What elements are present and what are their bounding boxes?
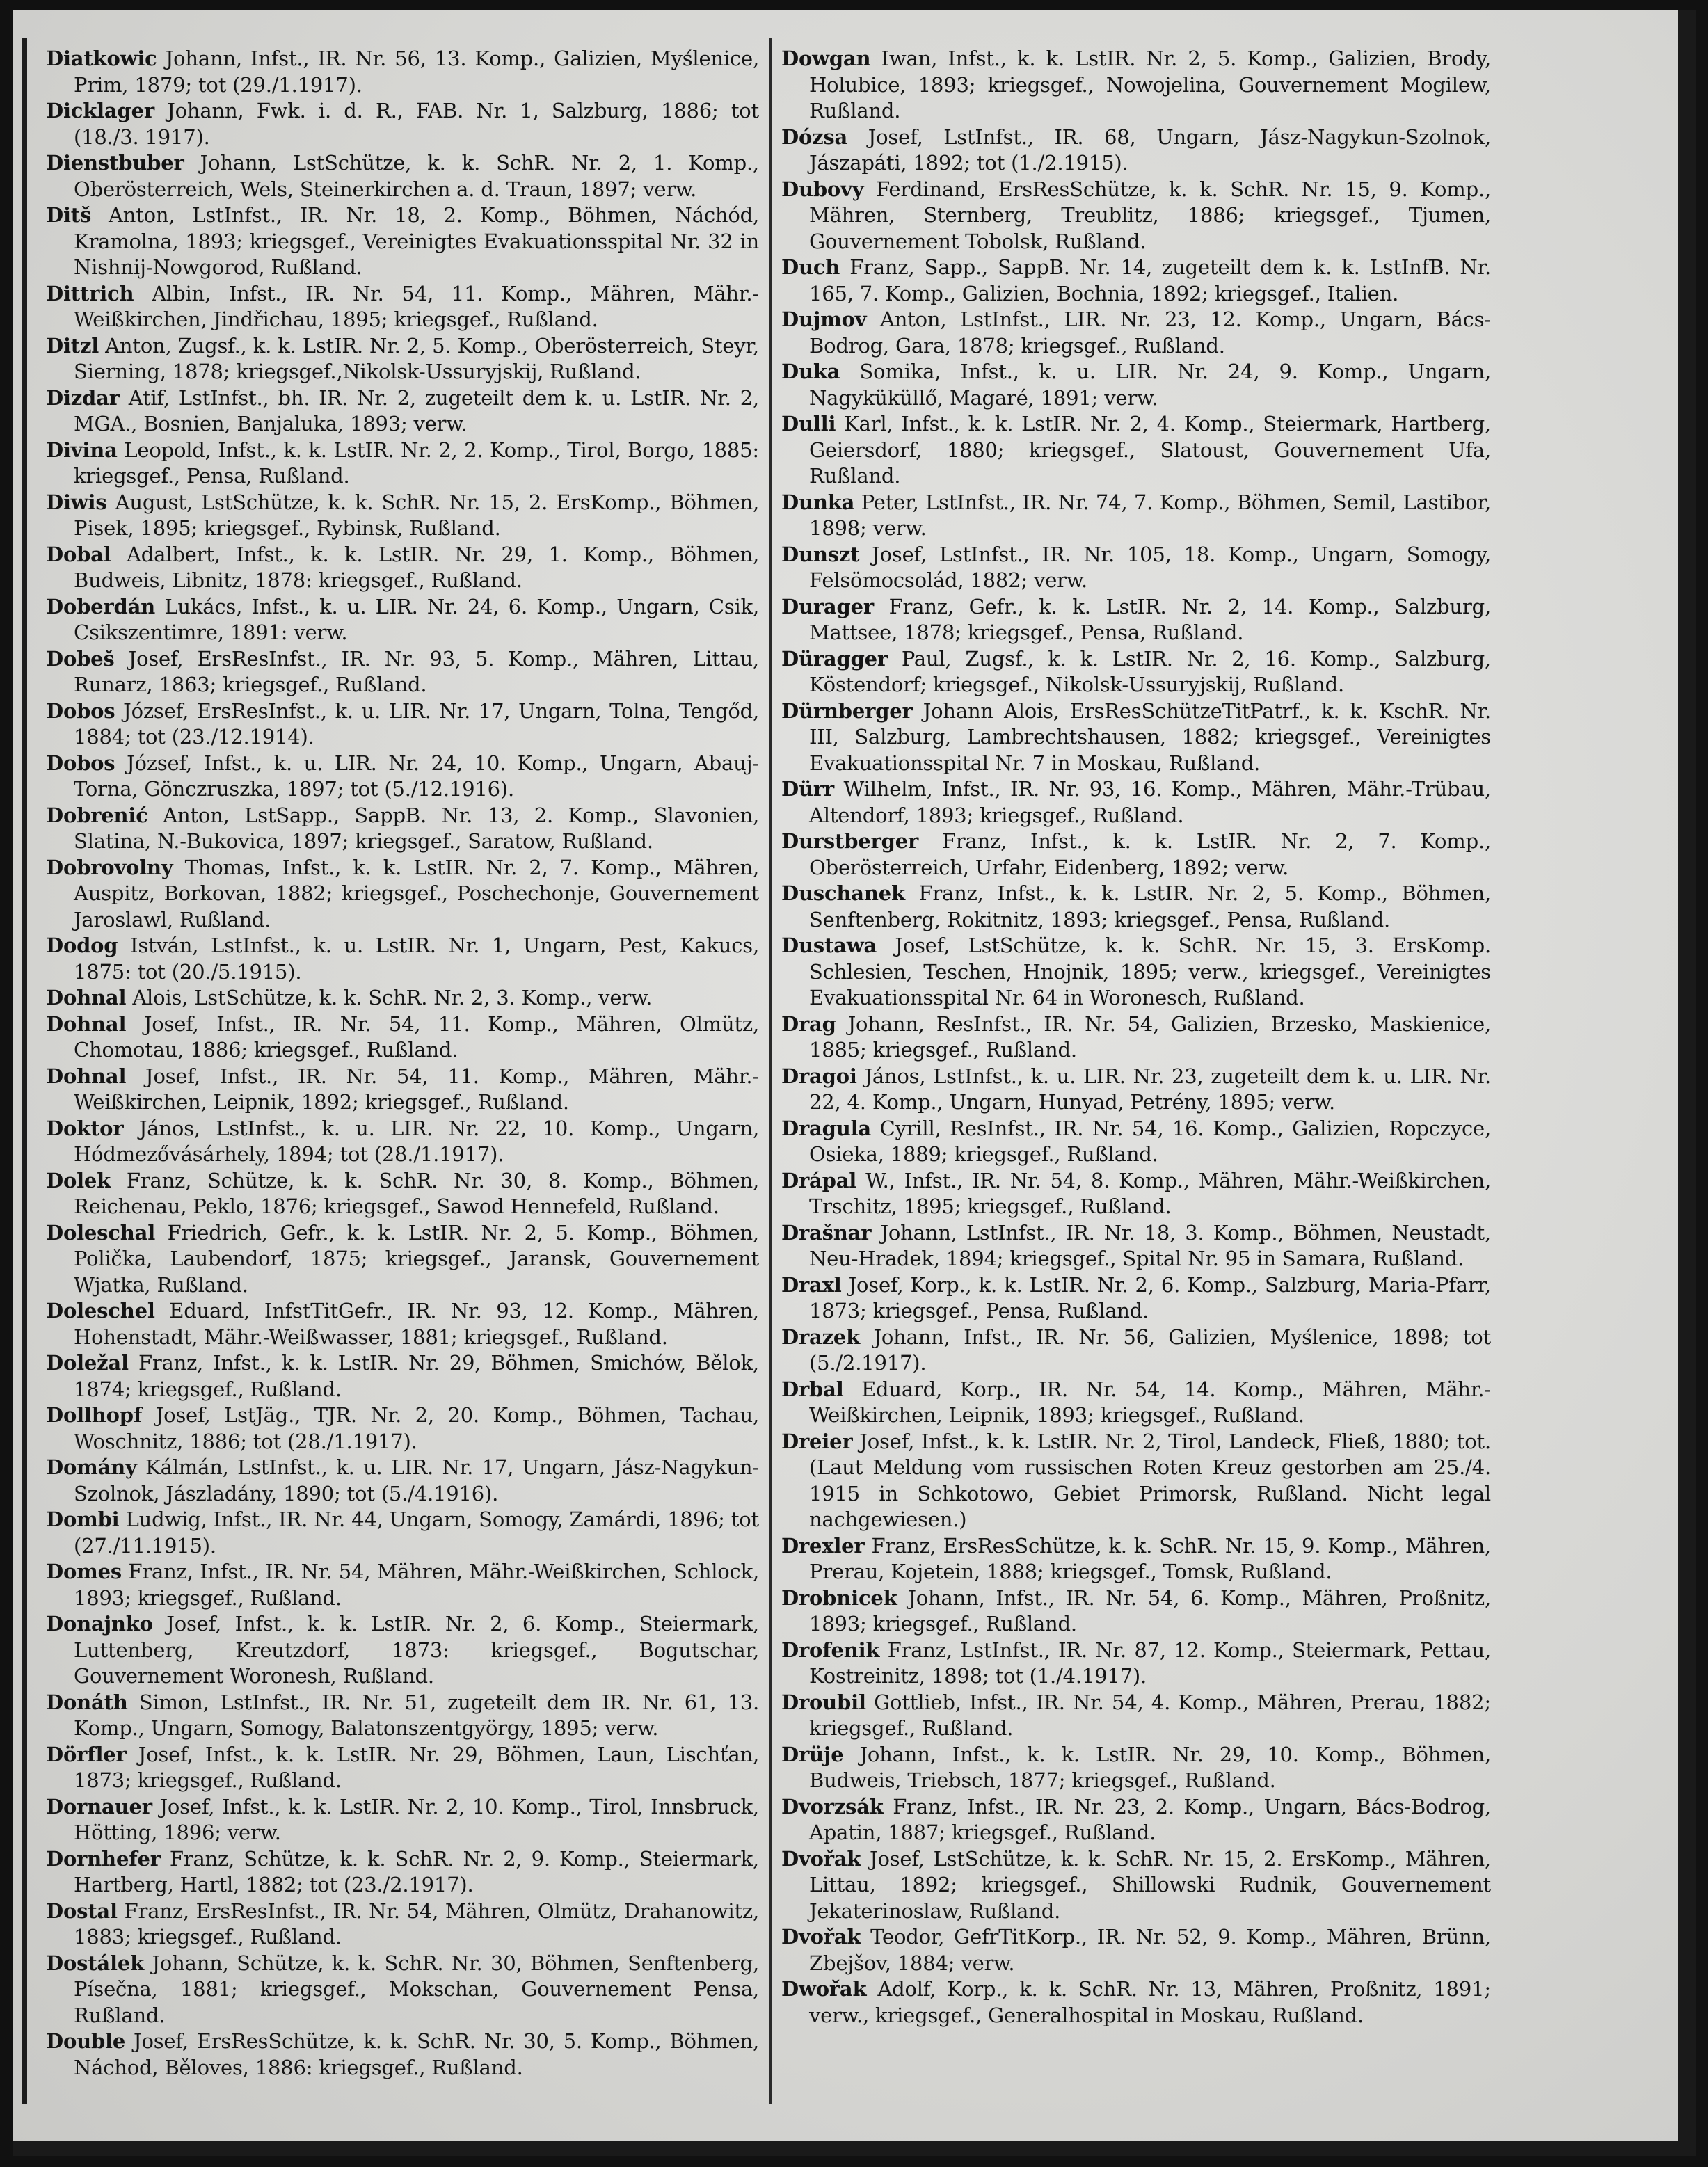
entry-surname: Dragula [781, 1116, 871, 1140]
entry-details: Johann, LstSchütze, k. k. SchR. Nr. 2, 1. Komp., Oberösterreich, Wels, Steinerkirchen a. d. Traun, 1897; verw. [74, 151, 759, 201]
entry-details: Franz, Schütze, k. k. SchR. Nr. 2, 9. Komp., Steiermark, Hartberg, Hartl, 1882; tot (23./2.1917). [74, 1846, 759, 1896]
list-entry [46, 1951, 759, 2029]
entry-details: Johann, Infst., k. k. LstIR. Nr. 29, 10. Komp., Böhmen, Budweis, Triebsch, 1877; kriegsgef., Rußland. [809, 1742, 1492, 1792]
column-divider [769, 38, 772, 2104]
entry-surname: Ditš [46, 203, 92, 227]
entry-surname: Drobnicek [781, 1585, 897, 1610]
entry-details: Anton, LstInfst., LIR. Nr. 23, 12. Komp., Ungarn, Bács-Bodrog, Gara, 1878; kriegsgef., Rußland. [809, 307, 1491, 358]
entry-surname: Dvorzsák [781, 1794, 884, 1818]
scanned-page [13, 10, 1696, 2156]
list-entry [781, 1429, 1491, 1533]
list-entry [46, 150, 759, 202]
entry-surname: Ditzl [46, 333, 99, 358]
entry-surname: Dürr [781, 777, 834, 801]
entry-details: Johann, Infst., IR. Nr. 56, Galizien, Myślenice, 1898; tot (5./2.1917). [809, 1325, 1492, 1375]
list-entry [781, 1064, 1491, 1116]
entry-surname: Domány [46, 1455, 137, 1479]
left-border-rule [22, 38, 27, 2104]
list-entry [46, 98, 759, 150]
entry-details: Franz, LstInfst., IR. Nr. 87, 12. Komp., Steiermark, Pettau, Kostreinitz, 1898; tot (1./4.1917). [809, 1638, 1491, 1688]
entry-surname: Dobrenić [46, 803, 148, 827]
entry-details: Johann, Fwk. i. d. R., FAB. Nr. 1, Salzburg, 1886; tot (18./3. 1917). [74, 99, 759, 149]
list-entry [46, 1611, 759, 1690]
list-entry [46, 542, 759, 594]
entry-surname: Dózsa [781, 125, 848, 149]
entry-surname: Drašnar [781, 1220, 872, 1245]
entry-details: Franz, ErsResInfst., IR. Nr. 54, Mähren, Olmütz, Drahanowitz, 1883; kriegsgef., Rußland. [74, 1898, 759, 1949]
list-entry [46, 803, 759, 855]
list-entry [781, 46, 1491, 125]
entry-surname: Dittrich [46, 281, 134, 305]
entry-details: István, LstInfst., k. u. LstIR. Nr. 1, Ungarn, Pest, Kakucs, 1875: tot (20./5.1915). [74, 934, 759, 984]
entry-details: Franz, Infst., IR. Nr. 54, Mähren, Mähr.-Weißkirchen, Schlock, 1893; kriegsgef., Rußland. [74, 1560, 759, 1610]
entry-surname: Dulli [781, 412, 836, 435]
entry-details: Somika, Infst., k. u. LIR. Nr. 24, 9. Komp., Ungarn, Nagyküküllő, Magaré, 1891; verw. [809, 360, 1491, 410]
entry-surname: Dobrovolny [46, 855, 173, 879]
list-entry [46, 1846, 759, 1898]
entry-details: Thomas, Infst., k. k. LstIR. Nr. 2, 7. Komp., Mähren, Auspitz, Borkovan, 1882; kriegsgef., Poschechonje, Gouvernement Jaroslawl, Rußland. [74, 855, 759, 931]
list-entry [781, 1116, 1491, 1168]
entry-details: Iwan, Infst., k. k. LstIR. Nr. 2, 5. Komp., Galizien, Brody, Holubice, 1893; kriegsgef., Nowojelina, Gouvernement Mogilew, Rußland. [809, 47, 1491, 122]
entry-surname: Dobos [46, 751, 115, 775]
entry-details: Franz, Infst., k. k. LstIR. Nr. 2, 7. Komp., Oberösterreich, Urfahr, Eidenberg, 1892; verw. [809, 829, 1491, 879]
entry-details: Josef, Infst., IR. Nr. 54, 11. Komp., Mähren, Olmütz, Chomotau, 1886; kriegsgef., Rußland. [74, 1011, 759, 1062]
list-entry [46, 933, 759, 985]
list-entry [46, 333, 759, 385]
entry-details: József, Infst., k. u. LIR. Nr. 24, 10. Komp., Ungarn, Abauj-Torna, Gönczruszka, 1897; tot (5./12.1916). [74, 751, 759, 801]
entry-details: Adalbert, Infst., k. k. LstIR. Nr. 29, 1. Komp., Böhmen, Budweis, Libnitz, 1878: kriegsgef., Rußland. [74, 542, 759, 592]
entry-surname: Domes [46, 1560, 122, 1583]
list-entry [781, 1168, 1491, 1220]
entry-surname: Dustawa [781, 934, 877, 957]
entry-details: Friedrich, Gefr., k. k. LstIR. Nr. 2, 5. Komp., Böhmen, Polička, Laubendorf, 1875; kriegsgef., Jaransk, Gouvernement Wjatka, Rußland. [74, 1220, 759, 1297]
entry-surname: Dubovy [781, 177, 864, 201]
entry-details: Josef, ErsResInfst., IR. Nr. 93, 5. Komp., Mähren, Littau, Runarz, 1863; kriegsgef., Rußland. [74, 646, 759, 696]
entry-surname: Dizdar [46, 385, 120, 410]
list-entry [781, 829, 1491, 881]
list-entry [781, 1585, 1491, 1638]
list-entry [781, 776, 1491, 829]
entry-details: Wilhelm, Infst., IR. Nr. 93, 16. Komp., Mähren, Mähr.-Trübau, Altendorf, 1893; kriegsgef., Rußland. [809, 777, 1491, 827]
entry-surname: Droubil [781, 1690, 866, 1714]
right-column [781, 46, 1491, 2029]
entry-details: Josef, LstSchütze, k. k. SchR. Nr. 15, 2. ErsKomp., Mähren, Littau, 1892; kriegsgef., Shillowski Rudnik, Gouvernement Jekaterinoslaw, Rußland. [809, 1846, 1491, 1923]
entry-surname: Doleschel [46, 1299, 155, 1322]
list-entry [781, 542, 1491, 594]
entry-details: Franz, Infst., k. k. LstIR. Nr. 29, Böhmen, Smichów, Bělok, 1874; kriegsgef., Rußland. [74, 1351, 759, 1401]
list-entry [46, 1220, 759, 1299]
list-entry [781, 933, 1491, 1011]
entry-surname: Drofenik [781, 1638, 880, 1662]
list-entry [781, 881, 1491, 933]
entry-details: Albin, Infst., IR. Nr. 54, 11. Komp., Mähren, Mähr.-Weißkirchen, Jindřichau, 1895; kriegsgef., Rußland. [74, 281, 759, 331]
entry-surname: Dodog [46, 934, 118, 957]
entry-details: Josef, Infst., k. k. LstIR. Nr. 2, Tirol, Landeck, Fließ, 1880; tot. (Laut Meldung vom russischen Roten Kreuz gestorben am 25./4. 1915 in Schkotowo, Gebiet Primorsk, Rußland. Nicht legal nachgewiesen.) [809, 1429, 1491, 1531]
list-entry [781, 698, 1491, 777]
entry-surname: Drbal [781, 1377, 844, 1401]
entry-surname: Dowgan [781, 47, 871, 70]
entry-details: János, LstInfst., k. u. LIR. Nr. 23, zugeteilt dem k. u. LIR. Nr. 22, 4. Komp., Ungarn, Hunyad, Petrény, 1895; verw. [809, 1064, 1491, 1114]
list-entry [46, 1794, 759, 1846]
entry-details: Johann Alois, ErsResSchützeTitPatrf., k. k. KschR. Nr. III, Salzburg, Lambrechtshausen, 1882; kriegsgef., Vereinigtes Evakuationsspital Nr. 7 in Moskau, Rußland. [809, 698, 1491, 775]
list-entry [781, 411, 1491, 490]
list-entry [781, 1325, 1491, 1377]
list-entry [781, 594, 1491, 646]
entry-details: Josef, Infst., k. k. LstIR. Nr. 2, 10. Komp., Tirol, Innsbruck, Hötting, 1896; verw. [74, 1794, 759, 1844]
entry-surname: Durstberger [781, 829, 919, 853]
entry-surname: Diatkowic [46, 47, 157, 70]
list-entry [781, 1846, 1491, 1925]
entry-surname: Diwis [46, 490, 107, 514]
entry-surname: Drápal [781, 1168, 857, 1192]
entry-details: Lukács, Infst., k. u. LIR. Nr. 24, 6. Komp., Ungarn, Csik, Csikszentimre, 1891: verw. [74, 594, 759, 644]
entry-details: Cyrill, ResInfst., IR. Nr. 54, 16. Komp., Galizien, Ropczyce, Osieka, 1889; kriegsgef., Rußland. [809, 1116, 1491, 1166]
entry-details: Anton, Zugsf., k. k. LstIR. Nr. 2, 5. Komp., Oberösterreich, Steyr, Sierning, 1878; kriegsgef.,Nikolsk-Ussuryjskij, Rußland. [74, 333, 759, 383]
entry-surname: Durager [781, 594, 874, 618]
entry-details: Kálmán, LstInfst., k. u. LIR. Nr. 17, Ungarn, Jász-Nagykun-Szolnok, Jászladány, 1890; tot (5./4.1916). [74, 1455, 759, 1505]
entry-details: Gottlieb, Infst., IR. Nr. 54, 4. Komp., Mähren, Prerau, 1882; kriegsgef., Rußland. [809, 1690, 1491, 1740]
list-entry [46, 1559, 759, 1611]
list-entry [46, 646, 759, 698]
entry-surname: Dornhefer [46, 1846, 161, 1871]
entry-details: Eduard, Korp., IR. Nr. 54, 14. Komp., Mähren, Mähr.-Weißkirchen, Leipnik, 1893; kriegsgef., Rußland. [809, 1377, 1491, 1427]
entry-details: Franz, Gefr., k. k. LstIR. Nr. 2, 14. Komp., Salzburg, Mattsee, 1878; kriegsgef., Pensa, Rußland. [809, 594, 1491, 644]
entry-details: Ferdinand, ErsResSchütze, k. k. SchR. Nr. 15, 9. Komp., Mähren, Sternberg, Treublitz, 1886; kriegsgef., Tjumen, Gouvernement Tobolsk, Rußland. [809, 177, 1491, 253]
entry-surname: Double [46, 2029, 126, 2053]
list-entry [46, 985, 759, 1011]
entry-details: W., Infst., IR. Nr. 54, 8. Komp., Mähren, Mähr.-Weißkirchen, Trschitz, 1895; kriegsgef., Rußland. [809, 1168, 1491, 1218]
list-entry [46, 1298, 759, 1350]
list-entry [46, 1455, 759, 1507]
entry-details: Josef, LstInfst., IR. 68, Ungarn, Jász-Nagykun-Szolnok, Jászapáti, 1892; tot (1./2.1915). [809, 125, 1491, 175]
entry-surname: Duch [781, 255, 840, 279]
list-entry [46, 1507, 759, 1559]
list-entry [46, 1116, 759, 1168]
list-entry [781, 1924, 1491, 1976]
entry-details: Franz, ErsResSchütze, k. k. SchR. Nr. 15, 9. Komp., Mähren, Prerau, Kojetein, 1888; kriegsgef., Tomsk, Rußland. [809, 1533, 1491, 1583]
entry-details: Johann, LstInfst., IR. Nr. 18, 3. Komp., Böhmen, Neustadt, Neu-Hradek, 1894; kriegsgef., Spital Nr. 95 in Samara, Rußland. [809, 1220, 1491, 1270]
entry-details: Josef, LstJäg., TJR. Nr. 2, 20. Komp., Böhmen, Tachau, Woschnitz, 1886; tot (28./1.1917). [74, 1403, 759, 1453]
entry-surname: Doležal [46, 1351, 129, 1375]
entry-surname: Dragoi [781, 1064, 857, 1088]
entry-surname: Dienstbuber [46, 151, 184, 175]
list-entry [46, 1011, 759, 1064]
list-entry [46, 698, 759, 751]
entry-surname: Drag [781, 1011, 836, 1036]
list-entry [781, 1794, 1491, 1846]
list-entry [46, 438, 759, 490]
entry-details: Franz, Schütze, k. k. SchR. Nr. 30, 8. Komp., Böhmen, Reichenau, Peklo, 1876; kriegsgef., Sawod Hennefeld, Rußland. [74, 1168, 759, 1218]
list-entry [46, 1898, 759, 1951]
entry-surname: Drexler [781, 1533, 865, 1558]
entry-surname: Donáth [46, 1690, 128, 1714]
entry-surname: Dvořak [781, 1925, 861, 1949]
list-entry [46, 751, 759, 803]
entry-surname: Draxl [781, 1272, 842, 1297]
entry-details: Franz, Infst., k. k. LstIR. Nr. 2, 5. Komp., Böhmen, Senftenberg, Rokitnitz, 1893; kriegsgef., Pensa, Rußland. [809, 881, 1491, 931]
entry-details: August, LstSchütze, k. k. SchR. Nr. 15, 2. ErsKomp., Böhmen, Pisek, 1895; kriegsgef., Rybinsk, Rußland. [74, 490, 759, 540]
entry-details: Eduard, InfstTitGefr., IR. Nr. 93, 12. Komp., Mähren, Hohenstadt, Mähr.-Weißwasser, 1881; kriegsgef., Rußland. [74, 1299, 759, 1349]
entry-details: Johann, Infst., IR. Nr. 54, 6. Komp., Mähren, Proßnitz, 1893; kriegsgef., Rußland. [809, 1585, 1491, 1636]
entry-details: Johann, Infst., IR. Nr. 56, 13. Komp., Galizien, Myślenice, Prim, 1879; tot (29./1.1917). [74, 47, 759, 97]
entry-surname: Duka [781, 360, 840, 383]
list-entry [46, 202, 759, 281]
list-entry [781, 255, 1491, 307]
entry-surname: Dobeš [46, 646, 115, 671]
entry-details: Franz, Infst., IR. Nr. 23, 2. Komp., Ungarn, Bács-Bodrog, Apatin, 1887; kriegsgef., Rußland. [809, 1794, 1491, 1844]
list-entry [46, 490, 759, 542]
list-entry [781, 1533, 1491, 1585]
entry-surname: Dostal [46, 1898, 118, 1923]
entry-details: Simon, LstInfst., IR. Nr. 51, zugeteilt dem IR. Nr. 61, 13. Komp., Ungarn, Somogy, Balatonszentgyörgy, 1895; verw. [74, 1690, 759, 1740]
right-scan-edge [1678, 10, 1696, 2156]
list-entry [781, 359, 1491, 411]
list-entry [46, 46, 759, 98]
entry-details: Josef, ErsResSchütze, k. k. SchR. Nr. 30, 5. Komp., Böhmen, Náchod, Běloves, 1886: kriegsgef., Rußland. [74, 2029, 759, 2079]
entry-surname: Dostálek [46, 1951, 144, 1975]
list-entry [46, 1402, 759, 1455]
list-entry [781, 1976, 1491, 2029]
list-entry [781, 1742, 1491, 1794]
entry-surname: Drazek [781, 1325, 861, 1349]
list-entry [781, 1011, 1491, 1064]
entry-details: János, LstInfst., k. u. LIR. Nr. 22, 10. Komp., Ungarn, Hódmezővásárhely, 1894; tot (28./1.1917). [74, 1116, 759, 1166]
list-entry [781, 177, 1491, 255]
entry-surname: Dwořak [781, 1977, 867, 2001]
entry-surname: Dujmov [781, 307, 867, 331]
list-entry [781, 1272, 1491, 1325]
entry-details: Paul, Zugsf., k. k. LstIR. Nr. 2, 16. Komp., Salzburg, Köstendorf; kriegsgef., Nikolsk-Ussuryjskij, Rußland. [809, 646, 1491, 696]
entry-details: Josef, Infst., k. k. LstIR. Nr. 2, 6. Komp., Steiermark, Luttenberg, Kreutzdorf, 1873: kriegsgef., Bogutschar, Gouvernement Woronesh, Rußland. [74, 1612, 759, 1688]
entry-surname: Dolek [46, 1168, 111, 1192]
entry-details: Josef, Infst., k. k. LstIR. Nr. 29, Böhmen, Laun, Lischťan, 1873; kriegsgef., Rußland. [74, 1742, 759, 1792]
entry-surname: Dobal [46, 542, 111, 566]
entry-surname: Dobos [46, 698, 115, 723]
entry-details: Johann, ResInfst., IR. Nr. 54, Galizien, Brzesko, Maskienice, 1885; kriegsgef., Rußland. [809, 1011, 1491, 1062]
list-entry [46, 594, 759, 646]
bottom-scan-edge [13, 2141, 1696, 2156]
entry-details: Peter, LstInfst., IR. Nr. 74, 7. Komp., Böhmen, Semil, Lastibor, 1898; verw. [809, 490, 1491, 540]
entry-details: Josef, LstSchütze, k. k. SchR. Nr. 15, 3. ErsKomp. Schlesien, Teschen, Hnojnik, 1895; verw., kriegsgef., Vereinigtes Evakuationsspital Nr. 64 in Woronesch, Rußland. [809, 934, 1491, 1009]
list-entry [781, 1377, 1491, 1429]
list-entry [781, 646, 1491, 698]
list-entry [781, 1220, 1491, 1272]
entry-details: Alois, LstSchütze, k. k. SchR. Nr. 2, 3. Komp., verw. [132, 986, 653, 1009]
entry-details: Ludwig, Infst., IR. Nr. 44, Ungarn, Somogy, Zamárdi, 1896; tot (27./11.1915). [74, 1508, 759, 1558]
list-entry [781, 1690, 1491, 1742]
entry-surname: Dreier [781, 1429, 853, 1453]
entry-surname: Dvořak [781, 1846, 861, 1871]
list-entry [46, 1064, 759, 1116]
entry-surname: Dornauer [46, 1794, 152, 1818]
list-entry [46, 855, 759, 934]
entry-details: Anton, LstInfst., IR. Nr. 18, 2. Komp., Böhmen, Náchód, Kramolna, 1893; kriegsgef., Vereinigtes Evakuationsspital Nr. 32 in Nishnij-Nowgorod, Rußland. [74, 203, 759, 279]
list-entry [46, 281, 759, 333]
entry-surname: Doktor [46, 1116, 124, 1140]
entry-details: Johann, Schütze, k. k. SchR. Nr. 30, Böhmen, Senftenberg, Písečna, 1881; kriegsgef., Mokschan, Gouvernement Pensa, Rußland. [74, 1951, 759, 2027]
entry-surname: Donajnko [46, 1612, 153, 1636]
entry-details: Karl, Infst., k. k. LstIR. Nr. 2, 4. Komp., Steiermark, Hartberg, Geiersdorf, 1880; kriegsgef., Slatoust, Gouvernement Ufa, Rußland. [809, 412, 1491, 488]
entry-surname: Dörfler [46, 1742, 127, 1766]
list-entry [781, 490, 1491, 542]
list-entry [781, 307, 1491, 359]
entry-details: József, ErsResInfst., k. u. LIR. Nr. 17, Ungarn, Tolna, Tengőd, 1884; tot (23./12.1914). [74, 698, 759, 749]
entry-surname: Düragger [781, 646, 888, 671]
list-entry [46, 2029, 759, 2081]
entry-surname: Doleschal [46, 1220, 156, 1245]
entry-surname: Divina [46, 438, 118, 462]
entry-details: Josef, LstInfst., IR. Nr. 105, 18. Komp., Ungarn, Somogy, Felsömocsolád, 1882; verw. [809, 542, 1491, 592]
entry-details: Franz, Sapp., SappB. Nr. 14, zugeteilt dem k. k. LstInfB. Nr. 165, 7. Komp., Galizien, Bochnia, 1892; kriegsgef., Italien. [809, 255, 1491, 305]
entry-details: Josef, Infst., IR. Nr. 54, 11. Komp., Mähren, Mähr.-Weißkirchen, Leipnik, 1892; kriegsgef., Rußland. [74, 1064, 759, 1114]
entry-surname: Dicklager [46, 99, 154, 122]
entry-details: Atif, LstInfst., bh. IR. Nr. 2, zugeteilt dem k. u. LstIR. Nr. 2, MGA., Bosnien, Banjaluka, 1893; verw. [74, 385, 759, 435]
entry-surname: Drüje [781, 1742, 844, 1766]
entry-details: Adolf, Korp., k. k. SchR. Nr. 13, Mähren, Proßnitz, 1891; verw., kriegsgef., Generalhospital in Moskau, Rußland. [809, 1977, 1491, 2027]
list-entry [46, 1168, 759, 1220]
entry-surname: Dürnberger [781, 698, 913, 723]
entry-surname: Doberdán [46, 594, 156, 618]
entry-surname: Dombi [46, 1508, 120, 1531]
list-entry [46, 1742, 759, 1794]
list-entry [781, 125, 1491, 177]
entry-surname: Dunszt [781, 542, 860, 566]
list-entry [46, 1690, 759, 1742]
left-column [46, 46, 759, 2081]
entry-surname: Dohnal [46, 1064, 127, 1088]
entry-details: Leopold, Infst., k. k. LstIR. Nr. 2, 2. Komp., Tirol, Borgo, 1885: kriegsgef., Pensa, Rußland. [74, 438, 759, 488]
entry-surname: Dollhopf [46, 1403, 143, 1427]
entry-surname: Dohnal [46, 986, 127, 1009]
list-entry [46, 1350, 759, 1402]
entry-details: Josef, Korp., k. k. LstIR. Nr. 2, 6. Komp., Salzburg, Maria-Pfarr, 1873; kriegsgef., Pensa, Rußland. [809, 1272, 1491, 1322]
entry-surname: Dunka [781, 490, 855, 514]
list-entry [46, 385, 759, 438]
list-entry [781, 1638, 1491, 1690]
entry-details: Teodor, GefrTitKorp., IR. Nr. 52, 9. Komp., Mähren, Brünn, Zbejšov, 1884; verw. [809, 1925, 1491, 1975]
entry-surname: Duschanek [781, 881, 905, 905]
entry-details: Anton, LstSapp., SappB. Nr. 13, 2. Komp., Slavonien, Slatina, N.-Bukovica, 1897; kriegsgef., Saratow, Rußland. [74, 803, 759, 853]
entry-surname: Dohnal [46, 1011, 127, 1036]
